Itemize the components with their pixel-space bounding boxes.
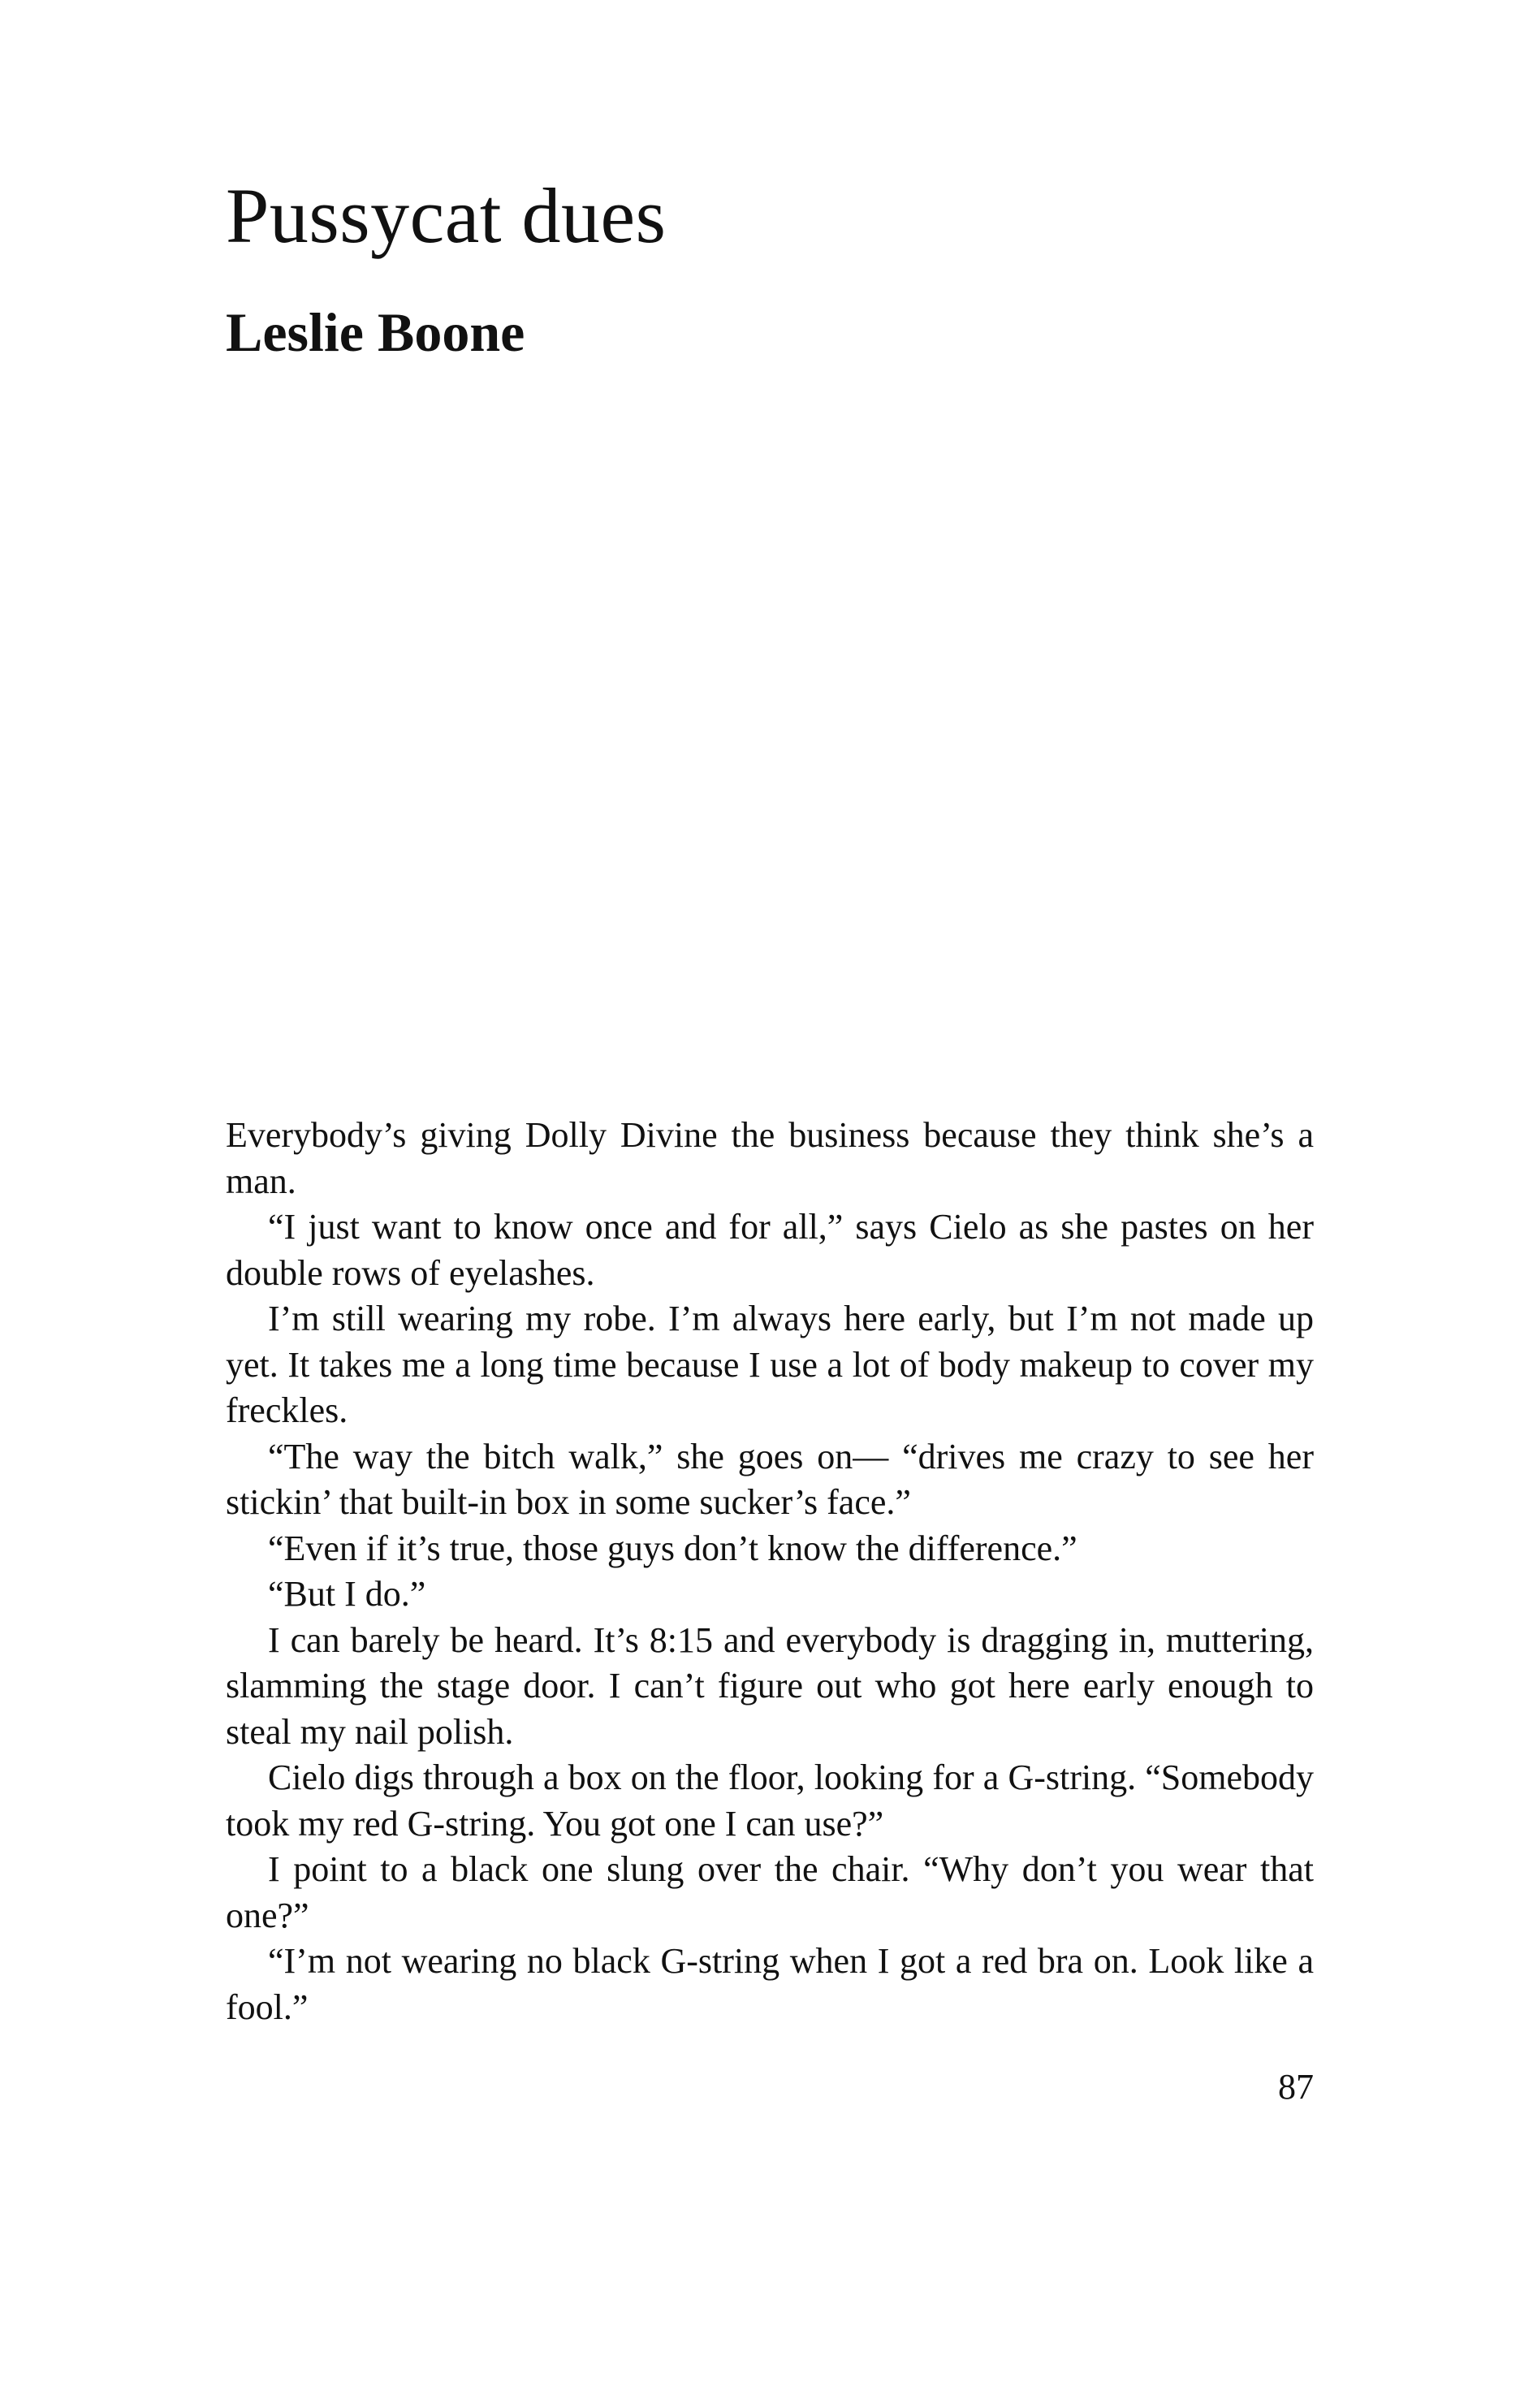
paragraph: “The way the bitch walk,” she goes on— “drives me crazy to see her stickin’ that built-in box in some sucker’s face.” xyxy=(226,1436,1314,1522)
story-title: Pussycat dues xyxy=(226,172,667,259)
paragraph: “But I do.” xyxy=(268,1574,426,1614)
story-body xyxy=(226,1113,1314,2030)
author-name: Leslie Boone xyxy=(226,301,525,363)
paragraph: I can barely be heard. It’s 8:15 and everybody is dragging in, muttering, slamming the stage door. I can’t figure out who got here early enough to steal my nail polish. xyxy=(226,1619,1314,1752)
page-number: 87 xyxy=(1278,2067,1314,2107)
paragraph: “I’m not wearing no black G-string when I got a red bra on. Look like a fool.” xyxy=(226,1941,1314,2027)
paragraph: “Even if it’s true, those guys don’t know the difference.” xyxy=(268,1528,1077,1568)
paragraph: I’m still wearing my robe. I’m always here early, but I’m not made up yet. It takes me a long time because I use a lot of body makeup to cover my freckles. xyxy=(226,1299,1314,1430)
paragraph: “I just want to know once and for all,” says Cielo as she pastes on her double rows of eyelashes. xyxy=(226,1207,1314,1293)
paragraph: Everybody’s giving Dolly Divine the business because they think she’s a man. xyxy=(226,1115,1314,1201)
paragraph: Cielo digs through a box on the floor, looking for a G-string. “Somebody took my red G-string. You got one I can use?” xyxy=(226,1757,1314,1844)
paragraph: I point to a black one slung over the chair. “Why don’t you wear that one?” xyxy=(226,1849,1314,1935)
